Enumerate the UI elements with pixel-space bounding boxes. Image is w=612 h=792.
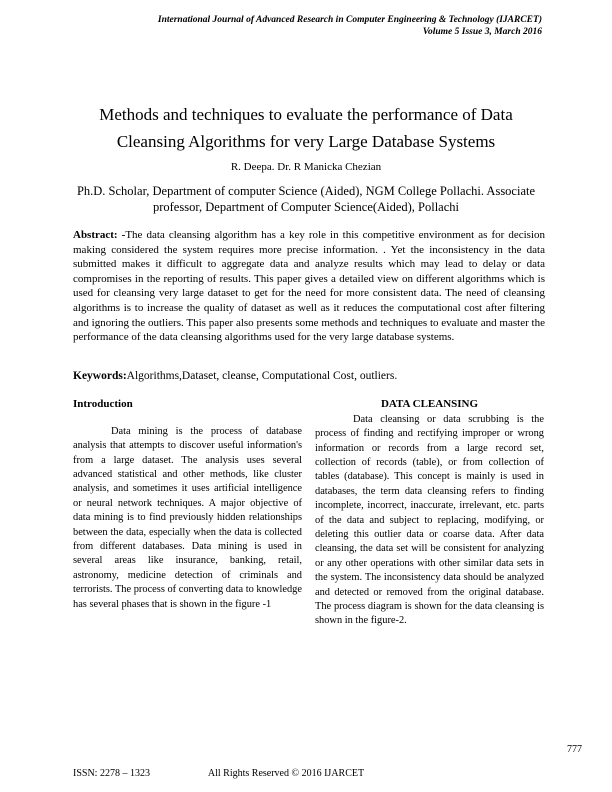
page-footer — [0, 768, 612, 782]
page-title: Methods and techniques to evaluate the performance of Data Cleansing Algorithms for very Large Database Systems — [99, 105, 513, 151]
journal-volume: Volume 5 Issue 3, March 2016 — [422, 27, 542, 37]
data-cleansing-paragraph: Data cleansing or data scrubbing is the process of finding and rectifying improper or wrong information or records from a large record set, collection of records (table), or from collection of tables (database). This concept is mainly is used in databases, the term data cleansing refers to finding incomplete, incorrect, inaccurate, irrelevant, etc. parts of the data and subject to replacing, modifying, or deleting this outlier data or coarse data. After data cleansing, the data set will be consistent for analyzing or any other operations with other similar data sets in the system. The inconsistency data should be analyzed and detected or removed from the original database. The process diagram is shown for the data cleansing is shown in the figure-2. — [315, 413, 544, 627]
section-heading-introduction: Introduction — [73, 397, 133, 410]
abstract — [73, 228, 545, 345]
introduction-paragraph: Data mining is the process of database analysis that attempts to discover useful information's from a large dataset. The analysis uses several advanced statistical and other methods, like cluster analysis, and sometimes it uses artificial intelligence or neural network techniques. A major objective of data mining is to find previously hidden relationships between the data, especially when the data is collected from different databases. Data mining is used in several areas like insurance, banking, retail, astronomy, medicine detection of criminals and terrorists. The process of converting data to knowledge has several phases that is shown in the figure -1 — [73, 425, 302, 610]
journal-name: International Journal of Advanced Research in Computer Engineering & Technology (IJARCET) — [157, 15, 542, 25]
journal-header — [0, 0, 612, 38]
abstract-text: The data cleansing algorithm has a key role in this competitive environment as for decision making considered the system requires more precise information. . Yet the inconsistency in the data submitted makes it difficult to aggregate data and analyze results which may lead to delay or data compromises in the reporting of results. This paper gives a detailed view on different algorithms which is used for cleansing very large dataset to get for the need for more consistent data. The need of cleansing algorithms is to increase the quality of dataset as well as it reduces the computational cost after filtering and ignoring the outliers. This paper also presents some methods and techniques to evaluate and master the performance of the data cleansing algorithms used for the very large database systems. — [73, 229, 545, 344]
keywords — [73, 369, 545, 383]
footer-copyright: All Rights Reserved © 2016 IJARCET — [207, 768, 365, 779]
footer-issn: ISSN: 2278 – 1323 — [73, 768, 150, 779]
two-column-body — [73, 398, 545, 629]
keywords-text: Algorithms,Dataset, cleanse, Computational Cost, outliers. — [126, 369, 398, 382]
authors: R. Deepa. Dr. R Manicka Chezian — [230, 161, 382, 173]
page-number: 777 — [567, 744, 582, 755]
abstract-label: Abstract: - — [73, 229, 126, 241]
section-heading-data-cleansing: DATA CLEANSING — [380, 397, 479, 410]
affiliation: Ph.D. Scholar, Department of computer Science (Aided), NGM College Pollachi. Associate professor, Department of Computer Science(Aided), Pollachi — [76, 184, 536, 214]
keywords-label: Keywords: — [73, 369, 127, 382]
right-column — [315, 398, 544, 629]
left-column — [73, 398, 302, 629]
